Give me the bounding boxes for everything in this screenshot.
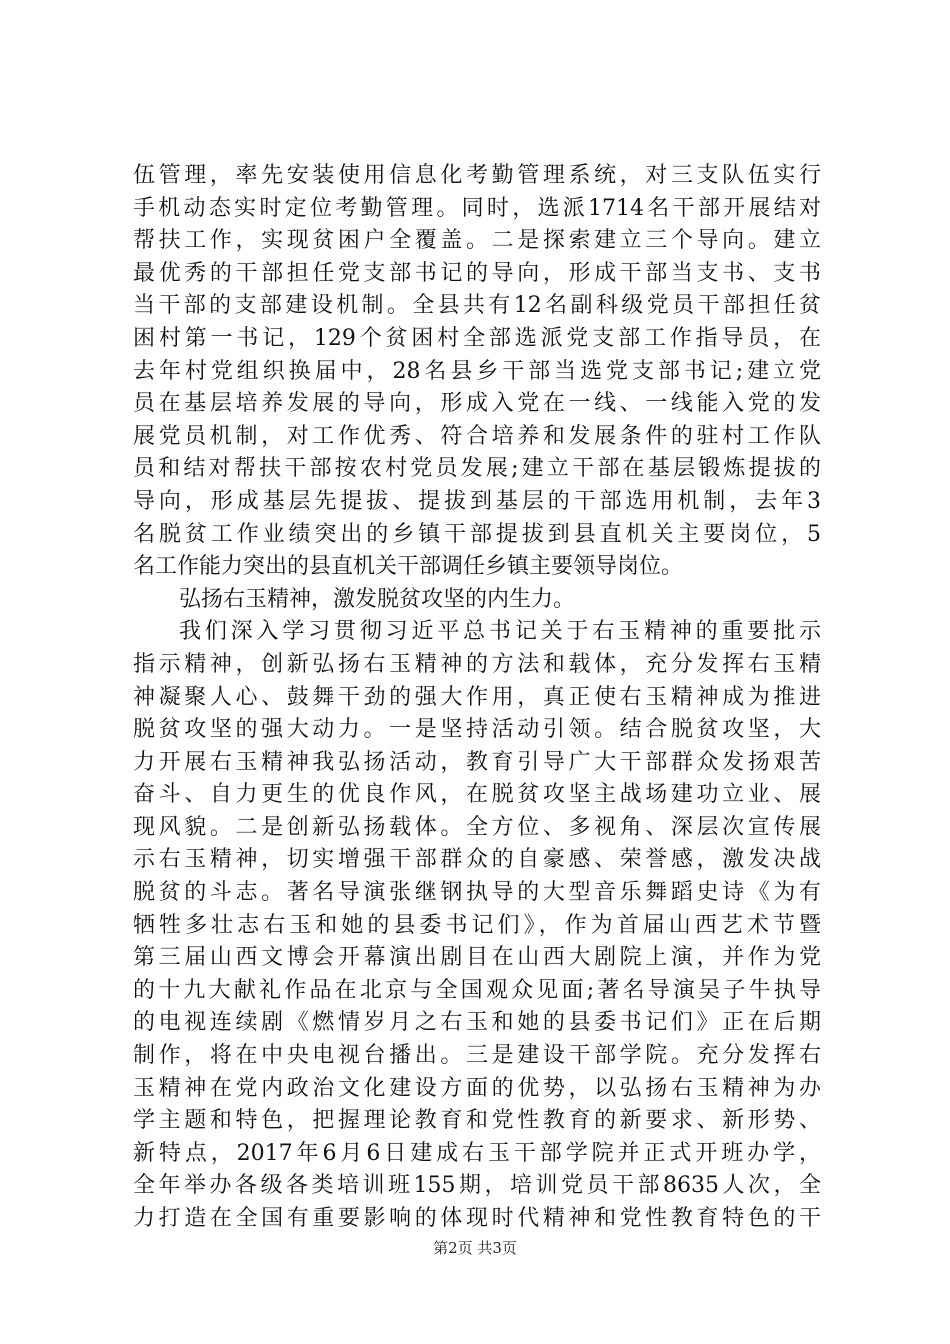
- text-line: 现风貌。二是创新弘扬载体。全方位、多视角、深层次宣传展: [133, 814, 821, 840]
- text-line: 脱贫攻坚的强大动力。一是坚持活动引领。结合脱贫攻坚，大: [133, 717, 821, 743]
- text-line: 力打造在全国有重要影响的体现时代精神和党性教育特色的干: [133, 1206, 821, 1231]
- text-line: 导向，形成基层先提拔、提拔到基层的干部选用机制，去年3: [133, 488, 821, 514]
- text-line: 示右玉精神，切实增强干部群众的自豪感、荣誉感，激发决战: [133, 847, 821, 873]
- text-line: 奋斗、自力更生的优良作风，在脱贫攻坚主战场建功立业、展: [133, 782, 821, 808]
- text-line: 新特点，2017年6月6日建成右玉干部学院并正式开班办学，: [133, 1140, 821, 1166]
- page-footer: [0, 1238, 950, 1258]
- section-heading: 弘扬右玉精神，激发脱贫攻坚的内生力。: [179, 586, 576, 612]
- text-line: 学主题和特色，把握理论教育和党性教育的新要求、新形势、: [133, 1108, 821, 1134]
- text-line: 帮扶工作，实现贫困户全覆盖。二是探索建立三个导向。建立: [133, 228, 821, 254]
- text-line: 最优秀的干部担任党支部书记的导向，形成干部当支书、支书: [133, 260, 821, 286]
- text-line: 员和结对帮扶干部按农村党员发展;建立干部在基层锻炼提拔的: [133, 456, 821, 482]
- text-line: 展党员机制，对工作优秀、符合培养和发展条件的驻村工作队: [133, 423, 821, 449]
- text-line: 脱贫的斗志。著名导演张继钢执导的大型音乐舞蹈史诗《为有: [133, 880, 821, 906]
- text-line: 制作，将在中央电视台播出。三是建设干部学院。充分发挥右: [133, 1043, 821, 1069]
- page-number: 第2页 共3页: [433, 1239, 517, 1257]
- text-line: 第三届山西文博会开幕演出剧目在山西大剧院上演，并作为党: [133, 945, 821, 971]
- text-line: 的电视连续剧《燃情岁月之右玉和她的县委书记们》正在后期: [133, 1010, 821, 1036]
- text-line: 指示精神，创新弘扬右玉精神的方法和载体，充分发挥右玉精: [133, 651, 821, 677]
- text-line: 的十九大献礼作品在北京与全国观众见面;著名导演吴子牛执导: [133, 977, 821, 1003]
- text-line: 困村第一书记，129个贫困村全部选派党支部工作指导员，在: [133, 325, 821, 351]
- document-body: [133, 160, 821, 1236]
- text-line: 手机动态实时定位考勤管理。同时，选派1714名干部开展结对: [133, 195, 821, 221]
- text-line: 名工作能力突出的县直机关干部调任乡镇主要领导岗位。: [133, 554, 684, 580]
- text-line: 我们深入学习贯彻习近平总书记关于右玉精神的重要批示: [179, 619, 821, 645]
- text-line: 玉精神在党内政治文化建设方面的优势，以弘扬右玉精神为办: [133, 1075, 821, 1101]
- text-line: 伍管理，率先安装使用信息化考勤管理系统，对三支队伍实行: [133, 163, 821, 188]
- text-line: 力开展右玉精神我弘扬活动，教育引导广大干部群众发扬艰苦: [133, 749, 821, 775]
- text-line: 员在基层培养发展的导向，形成入党在一线、一线能入党的发: [133, 391, 821, 417]
- text-line: 神凝聚人心、鼓舞干劲的强大作用，真正使右玉精神成为推进: [133, 684, 821, 710]
- text-line: 牺牲多壮志右玉和她的县委书记们》，作为首届山西艺术节暨: [133, 912, 821, 938]
- text-line: 去年村党组织换届中，28名县乡干部当选党支部书记;建立党: [133, 358, 821, 384]
- text-line: 当干部的支部建设机制。全县共有12名副科级党员干部担任贫: [133, 293, 821, 319]
- text-line: 全年举办各级各类培训班155期，培训党员干部8635人次，全: [133, 1173, 821, 1199]
- text-line: 名脱贫工作业绩突出的乡镇干部提拔到县直机关主要岗位，5: [133, 521, 821, 547]
